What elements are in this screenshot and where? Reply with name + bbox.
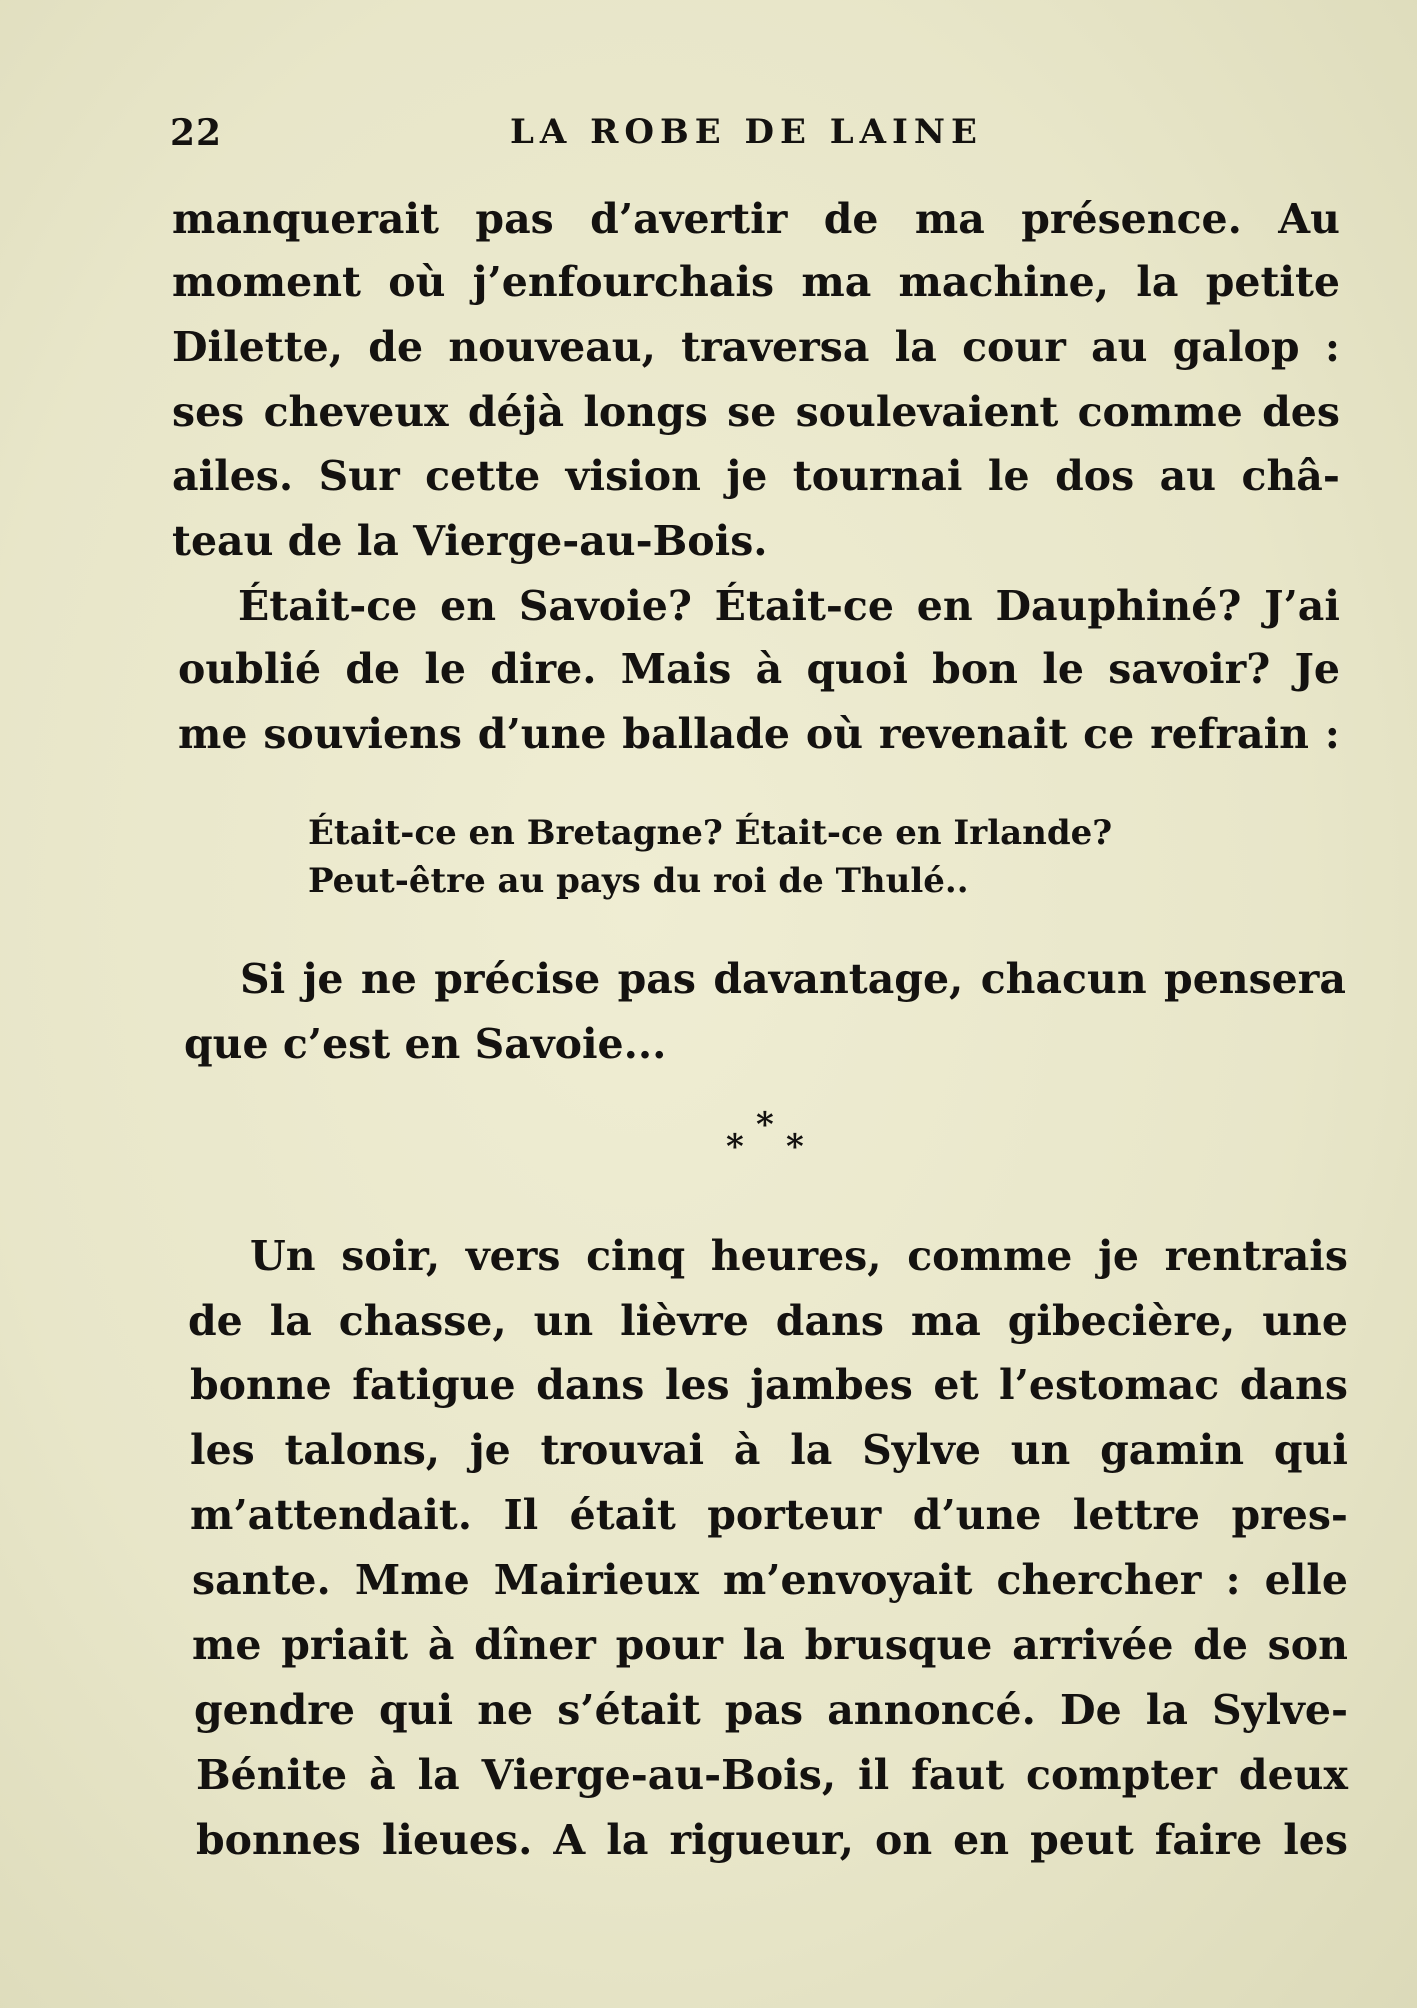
word: Mme bbox=[354, 1556, 470, 1604]
word: fatigue bbox=[352, 1361, 516, 1409]
word: cheveux bbox=[263, 388, 449, 436]
word: faire bbox=[1154, 1816, 1263, 1864]
word: deux bbox=[1238, 1751, 1348, 1799]
text-line bbox=[192, 1556, 1348, 1604]
word: Je bbox=[1294, 645, 1340, 693]
text-line bbox=[190, 1426, 1348, 1474]
word: la bbox=[269, 1297, 312, 1345]
text-line bbox=[240, 955, 1346, 1003]
word: qui bbox=[1273, 1426, 1348, 1474]
word: s’était bbox=[557, 1686, 701, 1734]
word: rentrais bbox=[1164, 1232, 1348, 1280]
word: les bbox=[1283, 1816, 1348, 1864]
word: d’avertir bbox=[590, 195, 788, 243]
word: où bbox=[805, 710, 863, 758]
page-number: 22 bbox=[170, 112, 223, 154]
word: la bbox=[417, 1751, 460, 1799]
word: comme bbox=[907, 1232, 1073, 1280]
word: ce bbox=[1083, 710, 1135, 758]
word: tournai bbox=[792, 452, 963, 500]
word: était bbox=[569, 1491, 676, 1539]
word: on bbox=[874, 1816, 933, 1864]
word: manquerait bbox=[172, 195, 440, 243]
word: dans bbox=[536, 1361, 645, 1409]
text-line bbox=[172, 195, 1340, 243]
word: elle bbox=[1264, 1556, 1348, 1604]
verse-line: Peut-être au pays du roi de Thulé.. bbox=[308, 861, 969, 901]
word: châ- bbox=[1241, 452, 1340, 500]
word: priait bbox=[281, 1621, 409, 1669]
word: petite bbox=[1205, 258, 1340, 306]
word: vision bbox=[565, 452, 701, 500]
word: les bbox=[664, 1361, 730, 1409]
word: l’estomac bbox=[999, 1361, 1220, 1409]
word: Au bbox=[1278, 195, 1340, 243]
word: dire. bbox=[490, 645, 597, 693]
text-line bbox=[196, 1816, 1348, 1864]
word: je bbox=[469, 1426, 511, 1474]
word: moment bbox=[172, 258, 361, 306]
word: longs bbox=[583, 388, 708, 436]
word: Dauphiné? bbox=[995, 582, 1242, 630]
word: le bbox=[1042, 645, 1084, 693]
word: : bbox=[1324, 710, 1340, 758]
word: de bbox=[188, 1297, 243, 1345]
word: me bbox=[178, 710, 248, 758]
word: refrain bbox=[1150, 710, 1309, 758]
word: la bbox=[1145, 1686, 1188, 1734]
word: d’une bbox=[912, 1491, 1042, 1539]
asterisk: * bbox=[726, 1127, 744, 1167]
word: dîner bbox=[474, 1621, 596, 1669]
word: chercher bbox=[996, 1556, 1202, 1604]
word: Sylve bbox=[862, 1426, 981, 1474]
word: un bbox=[533, 1297, 594, 1345]
word: pas bbox=[617, 955, 696, 1003]
word: un bbox=[1010, 1426, 1071, 1474]
text-line bbox=[178, 710, 1340, 758]
word: précise bbox=[434, 955, 601, 1003]
word: ma bbox=[914, 195, 985, 243]
text-line bbox=[172, 323, 1340, 371]
word: la bbox=[894, 323, 937, 371]
word: bon bbox=[932, 645, 1018, 693]
word: le bbox=[424, 645, 467, 693]
word: dos bbox=[1055, 452, 1135, 500]
word: ballade bbox=[622, 710, 790, 758]
word: dans bbox=[1239, 1361, 1348, 1409]
word: dans bbox=[775, 1297, 884, 1345]
word: la bbox=[1136, 258, 1179, 306]
word: Si bbox=[240, 955, 286, 1003]
word: à bbox=[369, 1751, 396, 1799]
word: cette bbox=[425, 452, 541, 500]
page-header bbox=[170, 112, 1350, 162]
word: ailes. bbox=[172, 452, 294, 500]
word: en bbox=[953, 1816, 1010, 1864]
running-title: LA ROBE DE LAINE bbox=[510, 112, 983, 152]
word: la bbox=[742, 1621, 785, 1669]
word: en bbox=[916, 582, 973, 630]
word: Un bbox=[250, 1232, 316, 1280]
section-break-asterism bbox=[720, 1105, 810, 1165]
word: le bbox=[987, 452, 1030, 500]
word: les bbox=[190, 1426, 255, 1474]
asterisk: * bbox=[756, 1105, 774, 1145]
text-line bbox=[196, 1751, 1348, 1799]
word: davantage, bbox=[713, 955, 964, 1003]
word: porteur bbox=[707, 1491, 882, 1539]
word: jambes bbox=[750, 1361, 913, 1409]
word: galop bbox=[1172, 323, 1300, 371]
word: comme bbox=[1077, 388, 1243, 436]
word: à bbox=[427, 1621, 455, 1669]
word: Vierge-au-Bois, bbox=[481, 1751, 837, 1799]
word: m’attendait. bbox=[190, 1491, 473, 1539]
word: des bbox=[1262, 388, 1340, 436]
word: Bénite bbox=[196, 1751, 348, 1799]
word: cour bbox=[962, 323, 1066, 371]
word: lieues. bbox=[381, 1816, 533, 1864]
text-line bbox=[238, 582, 1340, 630]
word: il bbox=[858, 1751, 890, 1799]
word: souviens bbox=[263, 710, 462, 758]
word: Dilette, bbox=[172, 323, 344, 371]
word: son bbox=[1267, 1621, 1348, 1669]
word: m’envoyait bbox=[722, 1556, 973, 1604]
word: vers bbox=[465, 1232, 561, 1280]
text-line bbox=[172, 452, 1340, 500]
word: au bbox=[1091, 323, 1148, 371]
word: A bbox=[553, 1816, 586, 1864]
word: arrivée bbox=[1012, 1621, 1174, 1669]
word: Sylve- bbox=[1212, 1686, 1348, 1734]
word: : bbox=[1324, 323, 1340, 371]
word: Était-ce bbox=[238, 582, 418, 630]
word: où bbox=[388, 258, 446, 306]
word: Mairieux bbox=[493, 1556, 699, 1604]
word: pas bbox=[475, 195, 554, 243]
word: se bbox=[727, 388, 777, 436]
word: oublié bbox=[178, 645, 322, 693]
word: compter bbox=[1025, 1751, 1217, 1799]
word: J’ai bbox=[1264, 582, 1340, 630]
word: de bbox=[368, 323, 424, 371]
word: de bbox=[1193, 1621, 1248, 1669]
word: chacun bbox=[980, 955, 1147, 1003]
word: et bbox=[933, 1361, 979, 1409]
word: soulevaient bbox=[795, 388, 1059, 436]
word: gamin bbox=[1100, 1426, 1245, 1474]
word: une bbox=[1262, 1297, 1348, 1345]
word: Mais bbox=[620, 645, 732, 693]
word: revenait bbox=[878, 710, 1068, 758]
word: bonne bbox=[190, 1361, 332, 1409]
word: gibecière, bbox=[1007, 1297, 1236, 1345]
word: au bbox=[1159, 452, 1217, 500]
word: De bbox=[1060, 1686, 1122, 1734]
word: pas bbox=[724, 1686, 804, 1734]
word: je bbox=[726, 452, 768, 500]
word: gendre bbox=[194, 1686, 355, 1734]
word: de bbox=[345, 645, 401, 693]
word: traversa bbox=[681, 323, 870, 371]
word: savoir? bbox=[1108, 645, 1271, 693]
word: je bbox=[302, 955, 344, 1003]
word: présence. bbox=[1021, 195, 1242, 243]
text-line bbox=[188, 1297, 1348, 1345]
word: ses bbox=[172, 388, 245, 436]
word: nouveau, bbox=[448, 323, 656, 371]
word: machine, bbox=[898, 258, 1109, 306]
word: qui bbox=[379, 1686, 454, 1734]
word: en bbox=[440, 582, 497, 630]
word: bonnes bbox=[196, 1816, 361, 1864]
word: quoi bbox=[806, 645, 908, 693]
word: Sur bbox=[318, 452, 400, 500]
word: la bbox=[606, 1816, 649, 1864]
verse-line: Était-ce en Bretagne? Était-ce en Irlande? bbox=[308, 813, 1113, 853]
word: ne bbox=[360, 955, 417, 1003]
word: d’une bbox=[477, 710, 607, 758]
word: faut bbox=[911, 1751, 1005, 1799]
text-line: que c’est en Savoie... bbox=[184, 1020, 667, 1068]
text-line bbox=[178, 645, 1340, 693]
word: talons, bbox=[284, 1426, 441, 1474]
text-line bbox=[250, 1232, 1348, 1280]
word: chasse, bbox=[338, 1297, 507, 1345]
word: déjà bbox=[467, 388, 565, 436]
text-line bbox=[190, 1361, 1348, 1409]
word: Savoie? bbox=[518, 582, 692, 630]
word: Était-ce bbox=[714, 582, 894, 630]
word: la bbox=[790, 1426, 833, 1474]
word: sante. bbox=[192, 1556, 331, 1604]
word: : bbox=[1225, 1556, 1241, 1604]
text-line bbox=[172, 258, 1340, 306]
word: de bbox=[823, 195, 879, 243]
word: je bbox=[1098, 1232, 1139, 1280]
word: cinq bbox=[586, 1232, 686, 1280]
word: trouvai bbox=[540, 1426, 705, 1474]
word: pres- bbox=[1231, 1491, 1348, 1539]
asterisk: * bbox=[786, 1127, 804, 1167]
text-line bbox=[190, 1491, 1348, 1539]
word: à bbox=[755, 645, 783, 693]
text-line bbox=[172, 388, 1340, 436]
word: ma bbox=[910, 1297, 981, 1345]
word: peut bbox=[1030, 1816, 1134, 1864]
word: pensera bbox=[1164, 955, 1346, 1003]
word: j’enfourchais bbox=[472, 258, 775, 306]
word: rigueur, bbox=[669, 1816, 854, 1864]
word: annoncé. bbox=[827, 1686, 1036, 1734]
word: ne bbox=[477, 1686, 534, 1734]
word: ma bbox=[801, 258, 872, 306]
text-line bbox=[194, 1686, 1348, 1734]
word: me bbox=[192, 1621, 262, 1669]
word: lièvre bbox=[620, 1297, 749, 1345]
word: heures, bbox=[710, 1232, 882, 1280]
word: lettre bbox=[1072, 1491, 1201, 1539]
word: soir, bbox=[341, 1232, 441, 1280]
word: brusque bbox=[804, 1621, 993, 1669]
word: à bbox=[733, 1426, 761, 1474]
word: Il bbox=[503, 1491, 539, 1539]
text-line: teau de la Vierge-au-Bois. bbox=[172, 517, 768, 565]
word: pour bbox=[615, 1621, 724, 1669]
text-line bbox=[192, 1621, 1348, 1669]
